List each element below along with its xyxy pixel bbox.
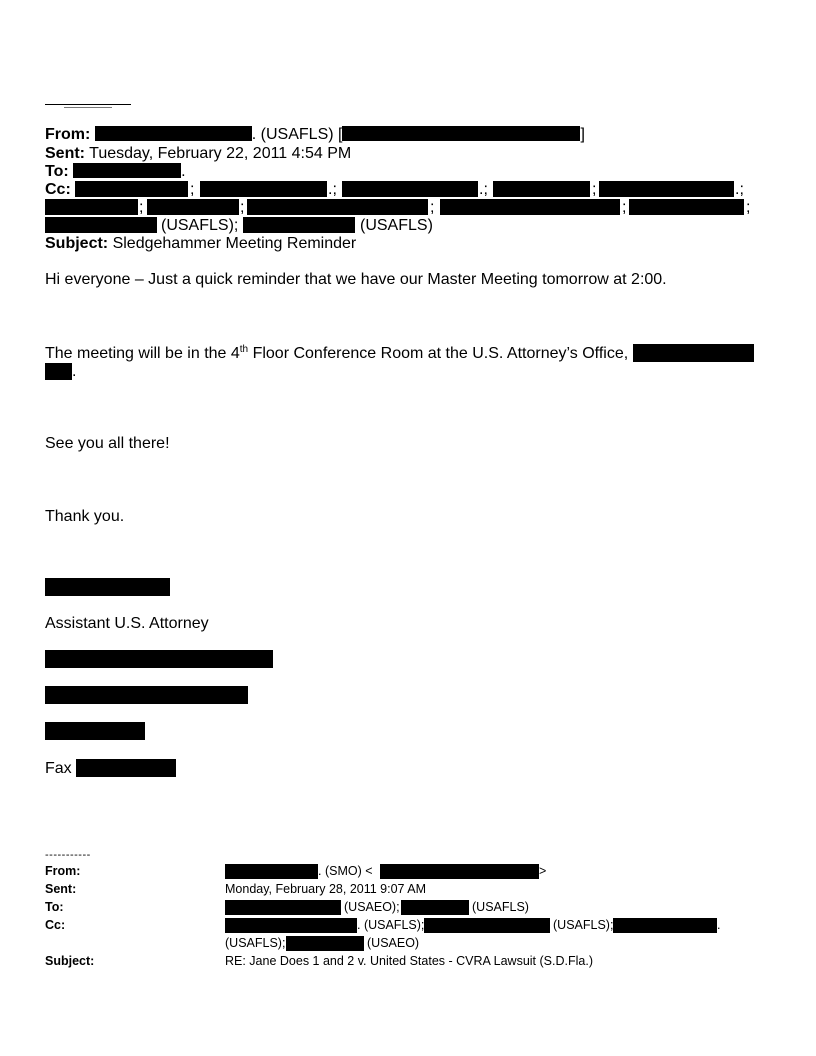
subject-value: RE: Jane Does 1 and 2 v. United States - CVRA Lawsuit (S.D.Fla.): [225, 954, 593, 968]
redaction-fax-number: [76, 759, 176, 777]
from-close: ]: [580, 126, 585, 143]
fax-label: Fax: [45, 760, 72, 777]
redaction: [45, 217, 157, 233]
location-text: Floor Conference Room at the U.S. Attorney’s Office,: [248, 345, 629, 362]
cc-sep: ;: [746, 199, 751, 216]
redaction: [380, 864, 539, 879]
divider: -----------: [45, 849, 91, 861]
cc-usafls: (USAFLS);: [225, 936, 286, 950]
sent-label: Sent:: [45, 882, 77, 896]
redaction: [200, 181, 327, 197]
cc-sep: ;: [622, 199, 627, 216]
subject-label: Subject:: [45, 954, 95, 968]
cc-sep: ;: [430, 199, 435, 216]
to-label: To:: [45, 900, 64, 914]
cc-dot: .: [717, 918, 721, 932]
from-label: From:: [45, 864, 81, 878]
redaction: [75, 181, 188, 197]
body-paragraph-location: [45, 345, 628, 363]
sent-value: Tuesday, February 22, 2011 4:54 PM: [89, 145, 352, 162]
to-usafls: (USAFLS): [472, 900, 529, 914]
cc-sep: ;: [592, 181, 597, 198]
top-rule: [45, 104, 131, 105]
redaction: [225, 900, 341, 915]
sent-value: Monday, February 28, 2011 9:07 AM: [225, 882, 427, 896]
redaction: [342, 181, 478, 197]
from-suffix: . (USAFLS) [: [251, 126, 343, 143]
cc-usaeo: (USAEO): [367, 936, 420, 950]
cc-sep: .;: [328, 181, 337, 198]
cc-label: Cc:: [45, 918, 66, 932]
redaction: [243, 217, 355, 233]
to-line: [45, 163, 186, 181]
to-suffix: .: [181, 163, 186, 180]
cc-label: Cc:: [45, 181, 71, 198]
redaction: [493, 181, 590, 197]
redaction: [401, 900, 469, 915]
redaction: [440, 199, 620, 215]
sent-label: Sent:: [45, 145, 85, 162]
from-line: [45, 126, 585, 144]
body-paragraph: Thank you.: [45, 508, 125, 525]
redaction: [286, 936, 364, 951]
body-paragraph: Hi everyone – Just a quick reminder that we have our Master Meeting tomorrow at 2:00.: [45, 271, 667, 288]
cc-sep: ;: [139, 199, 144, 216]
redaction: [225, 864, 318, 879]
redaction: [225, 918, 357, 933]
ordinal-superscript: th: [239, 344, 249, 355]
to-usaeo: (USAEO);: [344, 900, 400, 914]
to-label: To:: [45, 163, 69, 180]
cc-usafls: (USAFLS);: [553, 918, 614, 932]
subject-line: [45, 235, 356, 253]
top-rule-short: [64, 107, 112, 108]
sent-line: [45, 145, 351, 163]
from-suffix: . (SMO) <: [318, 864, 373, 878]
redaction: [629, 199, 744, 215]
signature-title: Assistant U.S. Attorney: [45, 615, 209, 632]
location-end: .: [72, 363, 77, 380]
redaction: [599, 181, 734, 197]
location-text: The meeting will be in the 4: [45, 345, 240, 362]
body-paragraph: See you all there!: [45, 435, 170, 452]
cc-sep: .;: [735, 181, 744, 198]
redaction: [247, 199, 428, 215]
redaction: [45, 199, 138, 215]
redaction: [342, 126, 580, 141]
redaction: [73, 163, 181, 178]
redaction: [45, 722, 145, 740]
redaction: [45, 686, 248, 704]
redaction: [424, 918, 550, 933]
subject-label: Subject:: [45, 235, 109, 252]
redaction: [613, 918, 717, 933]
cc-usafls: . (USAFLS);: [357, 918, 425, 932]
from-close: >: [539, 864, 547, 878]
subject-value: Sledgehammer Meeting Reminder: [112, 235, 357, 252]
redaction: [45, 650, 273, 668]
redaction: [95, 126, 252, 141]
cc-sep: ;: [240, 199, 245, 216]
cc-usafls: (USAFLS);: [161, 217, 239, 234]
redaction-signer-name: [45, 578, 170, 596]
cc-sep: ;: [190, 181, 195, 198]
from-label: From:: [45, 126, 91, 143]
redaction: [633, 344, 754, 362]
cc-line-1: [45, 181, 71, 199]
redaction: [147, 199, 239, 215]
cc-sep: .;: [479, 181, 488, 198]
cc-usafls: (USAFLS): [360, 217, 433, 234]
redaction: [45, 363, 72, 380]
